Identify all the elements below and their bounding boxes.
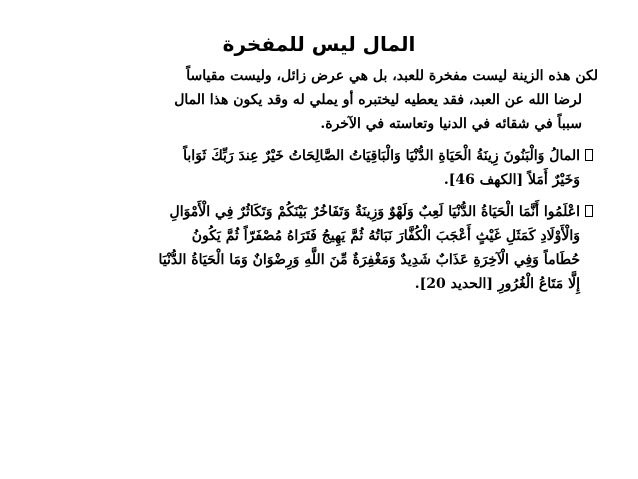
paragraph-intro xyxy=(33,64,598,136)
text-line: حُطَاماً وَفِي الْآخِرَةِ عَذَابٌ شَدِيدٌ وَمَغْفِرَةٌ مِّنَ اللَّهِ وَرِضْوَانٌ وَمَا الْحَيَاةُ الدُّنْيَا xyxy=(158,252,580,268)
paragraph-text xyxy=(33,144,580,192)
text-line: وَخَيْرٌ أَمَلاً [الكهف 46]. xyxy=(443,172,580,188)
box-bullet-icon xyxy=(580,200,598,224)
slide-body xyxy=(33,64,598,304)
paragraph-text xyxy=(33,200,580,296)
paragraph-verse-kahf xyxy=(33,144,598,192)
text-line: سبباً في شقائه في الدنيا وتعاسته في الآخرة. xyxy=(320,116,582,132)
text-line: إِلَّا مَتَاعُ الْغُرُورِ [الحديد 20]. xyxy=(414,276,580,292)
text-line: اعْلَمُوا أَنَّمَا الْحَيَاةُ الدُّنْيَا لَعِبٌ وَلَهْوٌ وَزِينَةٌ وَتَفَاخُرٌ بَيْنَكُمْ وَتَكَاثُرٌ فِي الْأَمْوَالِ xyxy=(169,204,580,220)
text-line: المالُ وَالْبَنُونَ زِينَةُ الْحَيَاةِ الدُّنْيَا وَالْبَاقِيَاتُ الصَّالِحَاتُ خَيْرٌ عِندَ رَبِّكَ ثَوَاباً xyxy=(183,148,580,164)
paragraph-verse-hadid xyxy=(33,200,598,296)
text-line: وَالْأَوْلَادِ كَمَثَلِ غَيْثٍ أَعْجَبَ الْكُفَّارَ نَبَاتُهُ ثُمَّ يَهِيجُ فَتَرَاهُ مُصْفَرّاً ثُمَّ يَكُونُ xyxy=(191,228,580,244)
slide-title: المال ليس للمفخرة xyxy=(222,32,416,56)
text-line: لرضا الله عن العبد، فقد يعطيه ليختبره أو يملي له وقد يكون هذا المال xyxy=(174,92,582,108)
paragraph-text xyxy=(33,64,598,136)
box-bullet-icon xyxy=(580,144,598,168)
text-line: لكن هذه الزينة ليست مفخرة للعبد، بل هي عرض زائل، وليست مقياساً xyxy=(186,68,598,84)
